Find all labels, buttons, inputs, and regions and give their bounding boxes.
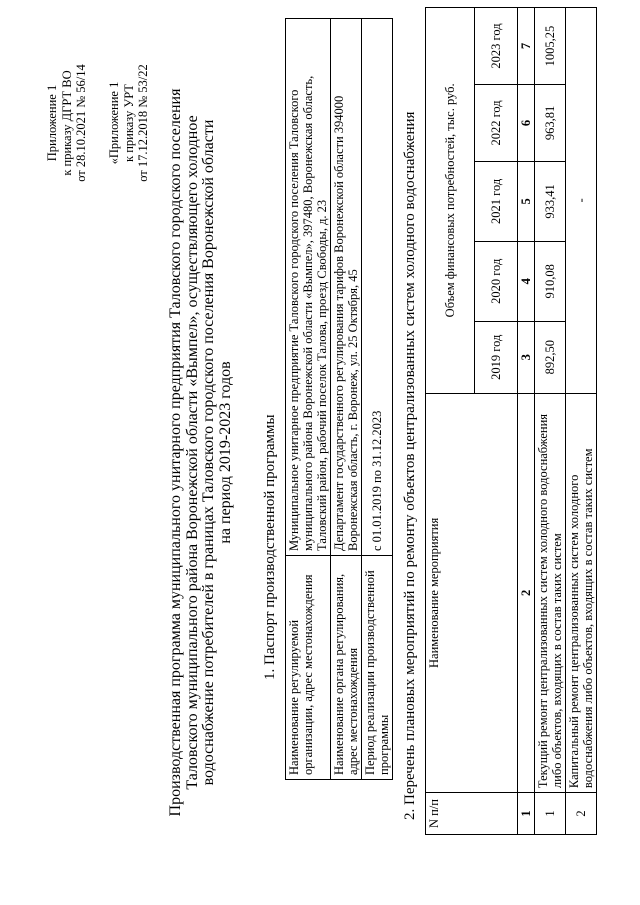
index-cell: 3 xyxy=(518,321,535,393)
title-line3: водоснабжение потребителей в границах Таловского городского поселения Воронежской области xyxy=(200,119,217,786)
table-row xyxy=(535,8,566,835)
row-name: Капитальный ремонт централизованных систем холодного водоснабжения либо объектов, входящих в состав таких систем xyxy=(566,393,597,792)
title-line1: Производственная программа муниципального унитарного предприятия Таловского городского поселения xyxy=(167,88,184,817)
appendix-old-line1: «Приложение 1 xyxy=(107,81,121,165)
index-cell: 2 xyxy=(518,393,535,792)
measures-table xyxy=(425,7,597,835)
index-cell: 1 xyxy=(518,793,535,835)
header-row xyxy=(426,8,475,835)
col-volume-header: Объем финансовых потребностей, тыс. руб. xyxy=(426,8,475,394)
row-value: 1005,25 xyxy=(535,8,566,85)
appendix-old-line3: от 17.12.2018 № 53/22 xyxy=(136,64,150,182)
year-header: 2023 год xyxy=(475,8,518,85)
section1-heading: 1. Паспорт производственной программы xyxy=(262,414,278,680)
year-header: 2021 год xyxy=(475,161,518,241)
appendix-current-line1: Приложение 1 xyxy=(45,84,59,162)
index-cell: 6 xyxy=(518,84,535,161)
title-line2: Таловского муниципального района Воронежской области «Вымпел», осуществляющего холодное xyxy=(183,115,201,790)
row-merged-value: - xyxy=(566,8,597,394)
row-value: 963,81 xyxy=(535,84,566,161)
row-value: 933,41 xyxy=(535,161,566,241)
passport-label: Период реализации производственной программы xyxy=(362,556,393,780)
appendix-old-line2: к приказу УРТ xyxy=(121,84,136,162)
section2-heading: 2. Перечень плановых мероприятий по ремонту объектов централизованных систем холодного водоснабжения xyxy=(402,111,418,820)
passport-label: Наименование органа регулирования, адрес местонахождения xyxy=(331,556,362,780)
appendix-current-line3: от 28.10.2021 № 56/14 xyxy=(74,64,88,182)
passport-label: Наименование регулируемой организации, адрес местонахождения xyxy=(286,556,331,780)
row-value: 892,50 xyxy=(535,321,566,393)
year-header: 2022 год xyxy=(475,84,518,161)
program-title xyxy=(168,0,234,905)
passport-value: Муниципальное унитарное предприятие Таловского городского поселения Таловского муниципального района Воронежской области «Вымпел», 397480, Воронежская область, Таловский район, рабочий поселок Талова, проезд Свободы, д. 23 xyxy=(286,19,331,556)
index-row xyxy=(518,8,535,835)
passport-value: с 01.01.2019 по 31.12.2023 xyxy=(362,19,393,556)
row-name: Текущий ремонт централизованных систем холодного водоснабжения либо объектов, входящих в состав таких систем xyxy=(535,393,566,792)
col-num-header: N п/п xyxy=(426,793,518,835)
appendix-old xyxy=(107,13,151,233)
year-header: 2020 год xyxy=(475,241,518,321)
index-cell: 7 xyxy=(518,8,535,85)
year-header: 2019 год xyxy=(475,321,518,393)
index-cell: 5 xyxy=(518,161,535,241)
row-num: 1 xyxy=(535,793,566,835)
passport-row xyxy=(362,19,393,780)
table-row xyxy=(566,8,597,835)
passport-row xyxy=(286,19,331,780)
index-cell: 4 xyxy=(518,241,535,321)
appendix-current xyxy=(45,13,89,233)
title-line4: на период 2019-2023 годов xyxy=(216,361,234,544)
appendix-current-line2: к приказу ДГРТ ВО xyxy=(59,70,74,176)
passport-table xyxy=(285,18,393,780)
row-num: 2 xyxy=(566,793,597,835)
passport-row xyxy=(331,19,362,780)
passport-value: Департамент государственного регулирования тарифов Воронежской области 394000 Воронежская область, г. Воронеж, ул. 25 Октября, 45 xyxy=(331,19,362,556)
col-name-header: Наименование мероприятия xyxy=(426,393,518,792)
row-value: 910,08 xyxy=(535,241,566,321)
